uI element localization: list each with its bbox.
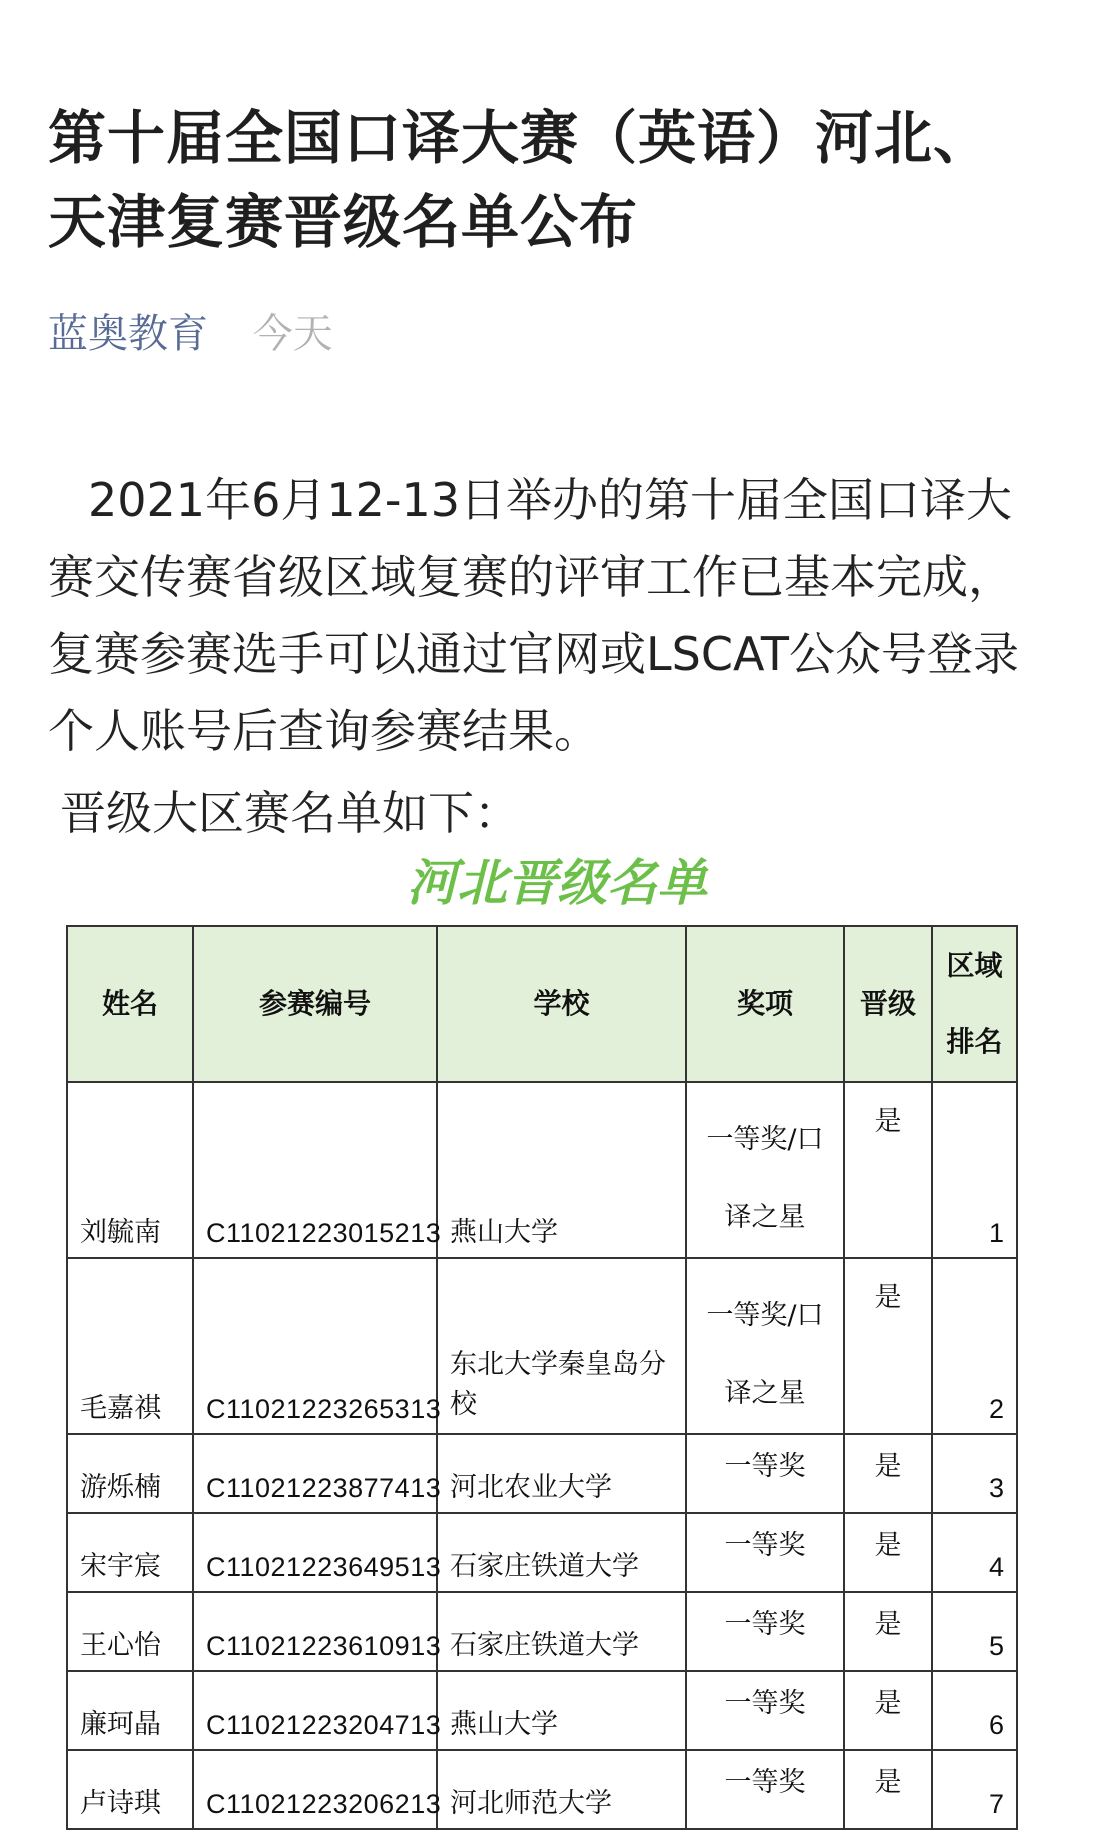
cell-award-line2: 译之星 xyxy=(724,1202,806,1233)
cell-promo: 是 xyxy=(844,1082,932,1258)
cell-school: 燕山大学 xyxy=(437,1671,686,1750)
cell-award: 一等奖 xyxy=(686,1750,844,1829)
cell-name: 宋宇宸 xyxy=(67,1513,193,1592)
cell-school xyxy=(437,1258,686,1434)
cell-award-line1: 一等奖/口 xyxy=(706,1124,824,1155)
header-rank xyxy=(932,926,1017,1082)
cell-rank: 2 xyxy=(932,1258,1017,1434)
table-header-row xyxy=(67,926,1017,1082)
cell-rank: 7 xyxy=(932,1750,1017,1829)
table-title: 河北晋级名单 xyxy=(407,854,707,912)
author-link[interactable]: 蓝奥教育 xyxy=(48,311,208,357)
article-body: 2021年6月12-13日举办的第十届全国口译大赛交传赛省级区域复赛的评审工作已基本完成，复赛参赛选手可以通过官网或LSCAT公众号登录个人账号后查询参赛结果。 xyxy=(48,473,1019,758)
table-row xyxy=(67,1082,1017,1258)
cell-promo: 是 xyxy=(844,1671,932,1750)
cell-code: C11021223015213 xyxy=(193,1082,437,1258)
cell-name: 王心怡 xyxy=(67,1592,193,1671)
cell-school-line2: 校 xyxy=(450,1389,477,1420)
header-school: 学校 xyxy=(437,926,686,1082)
table-row xyxy=(67,1258,1017,1434)
header-rank-line1: 区域 xyxy=(946,949,1003,982)
header-award: 奖项 xyxy=(686,926,844,1082)
cell-code: C11021223610913 xyxy=(193,1592,437,1671)
header-name: 姓名 xyxy=(67,926,193,1082)
cell-code: C11021223877413 xyxy=(193,1434,437,1513)
cell-school: 燕山大学 xyxy=(437,1082,686,1258)
cell-name: 廉珂晶 xyxy=(67,1671,193,1750)
cell-award-line2: 译之星 xyxy=(724,1378,806,1409)
cell-award xyxy=(686,1258,844,1434)
cell-name: 毛嘉祺 xyxy=(67,1258,193,1434)
cell-rank: 4 xyxy=(932,1513,1017,1592)
cell-school: 河北农业大学 xyxy=(437,1434,686,1513)
cell-promo: 是 xyxy=(844,1434,932,1513)
cell-school: 石家庄铁道大学 xyxy=(437,1513,686,1592)
article-title: 第十届全国口译大赛（英语）河北、天津复赛晋级名单公布 xyxy=(48,104,993,256)
cell-promo: 是 xyxy=(844,1258,932,1434)
table-row xyxy=(67,1671,1017,1750)
cell-code: C11021223265313 xyxy=(193,1258,437,1434)
cell-award: 一等奖 xyxy=(686,1513,844,1592)
table-row xyxy=(67,1750,1017,1829)
results-table xyxy=(66,925,1018,1830)
article-lead: 晋级大区赛名单如下： xyxy=(60,786,520,840)
header-rank-line2: 排名 xyxy=(946,1025,1003,1058)
cell-school: 石家庄铁道大学 xyxy=(437,1592,686,1671)
cell-award-line1: 一等奖/口 xyxy=(706,1300,824,1331)
cell-code: C11021223206213 xyxy=(193,1750,437,1829)
publish-date: 今天 xyxy=(252,311,333,357)
header-promo: 晋级 xyxy=(844,926,932,1082)
cell-promo: 是 xyxy=(844,1592,932,1671)
cell-promo: 是 xyxy=(844,1750,932,1829)
cell-school: 河北师范大学 xyxy=(437,1750,686,1829)
cell-name: 游烁楠 xyxy=(67,1434,193,1513)
header-code: 参赛编号 xyxy=(193,926,437,1082)
cell-name: 卢诗琪 xyxy=(67,1750,193,1829)
cell-school-line1: 东北大学秦皇岛分 xyxy=(450,1349,666,1380)
cell-award: 一等奖 xyxy=(686,1592,844,1671)
table-row xyxy=(67,1434,1017,1513)
cell-award: 一等奖 xyxy=(686,1671,844,1750)
cell-rank: 6 xyxy=(932,1671,1017,1750)
cell-award xyxy=(686,1082,844,1258)
cell-rank: 1 xyxy=(932,1082,1017,1258)
cell-rank: 3 xyxy=(932,1434,1017,1513)
cell-award: 一等奖 xyxy=(686,1434,844,1513)
table-row xyxy=(67,1592,1017,1671)
cell-code: C11021223204713 xyxy=(193,1671,437,1750)
article-meta xyxy=(48,306,333,362)
cell-name: 刘毓南 xyxy=(67,1082,193,1258)
cell-promo: 是 xyxy=(844,1513,932,1592)
cell-code: C11021223649513 xyxy=(193,1513,437,1592)
table-row xyxy=(67,1513,1017,1592)
cell-rank: 5 xyxy=(932,1592,1017,1671)
